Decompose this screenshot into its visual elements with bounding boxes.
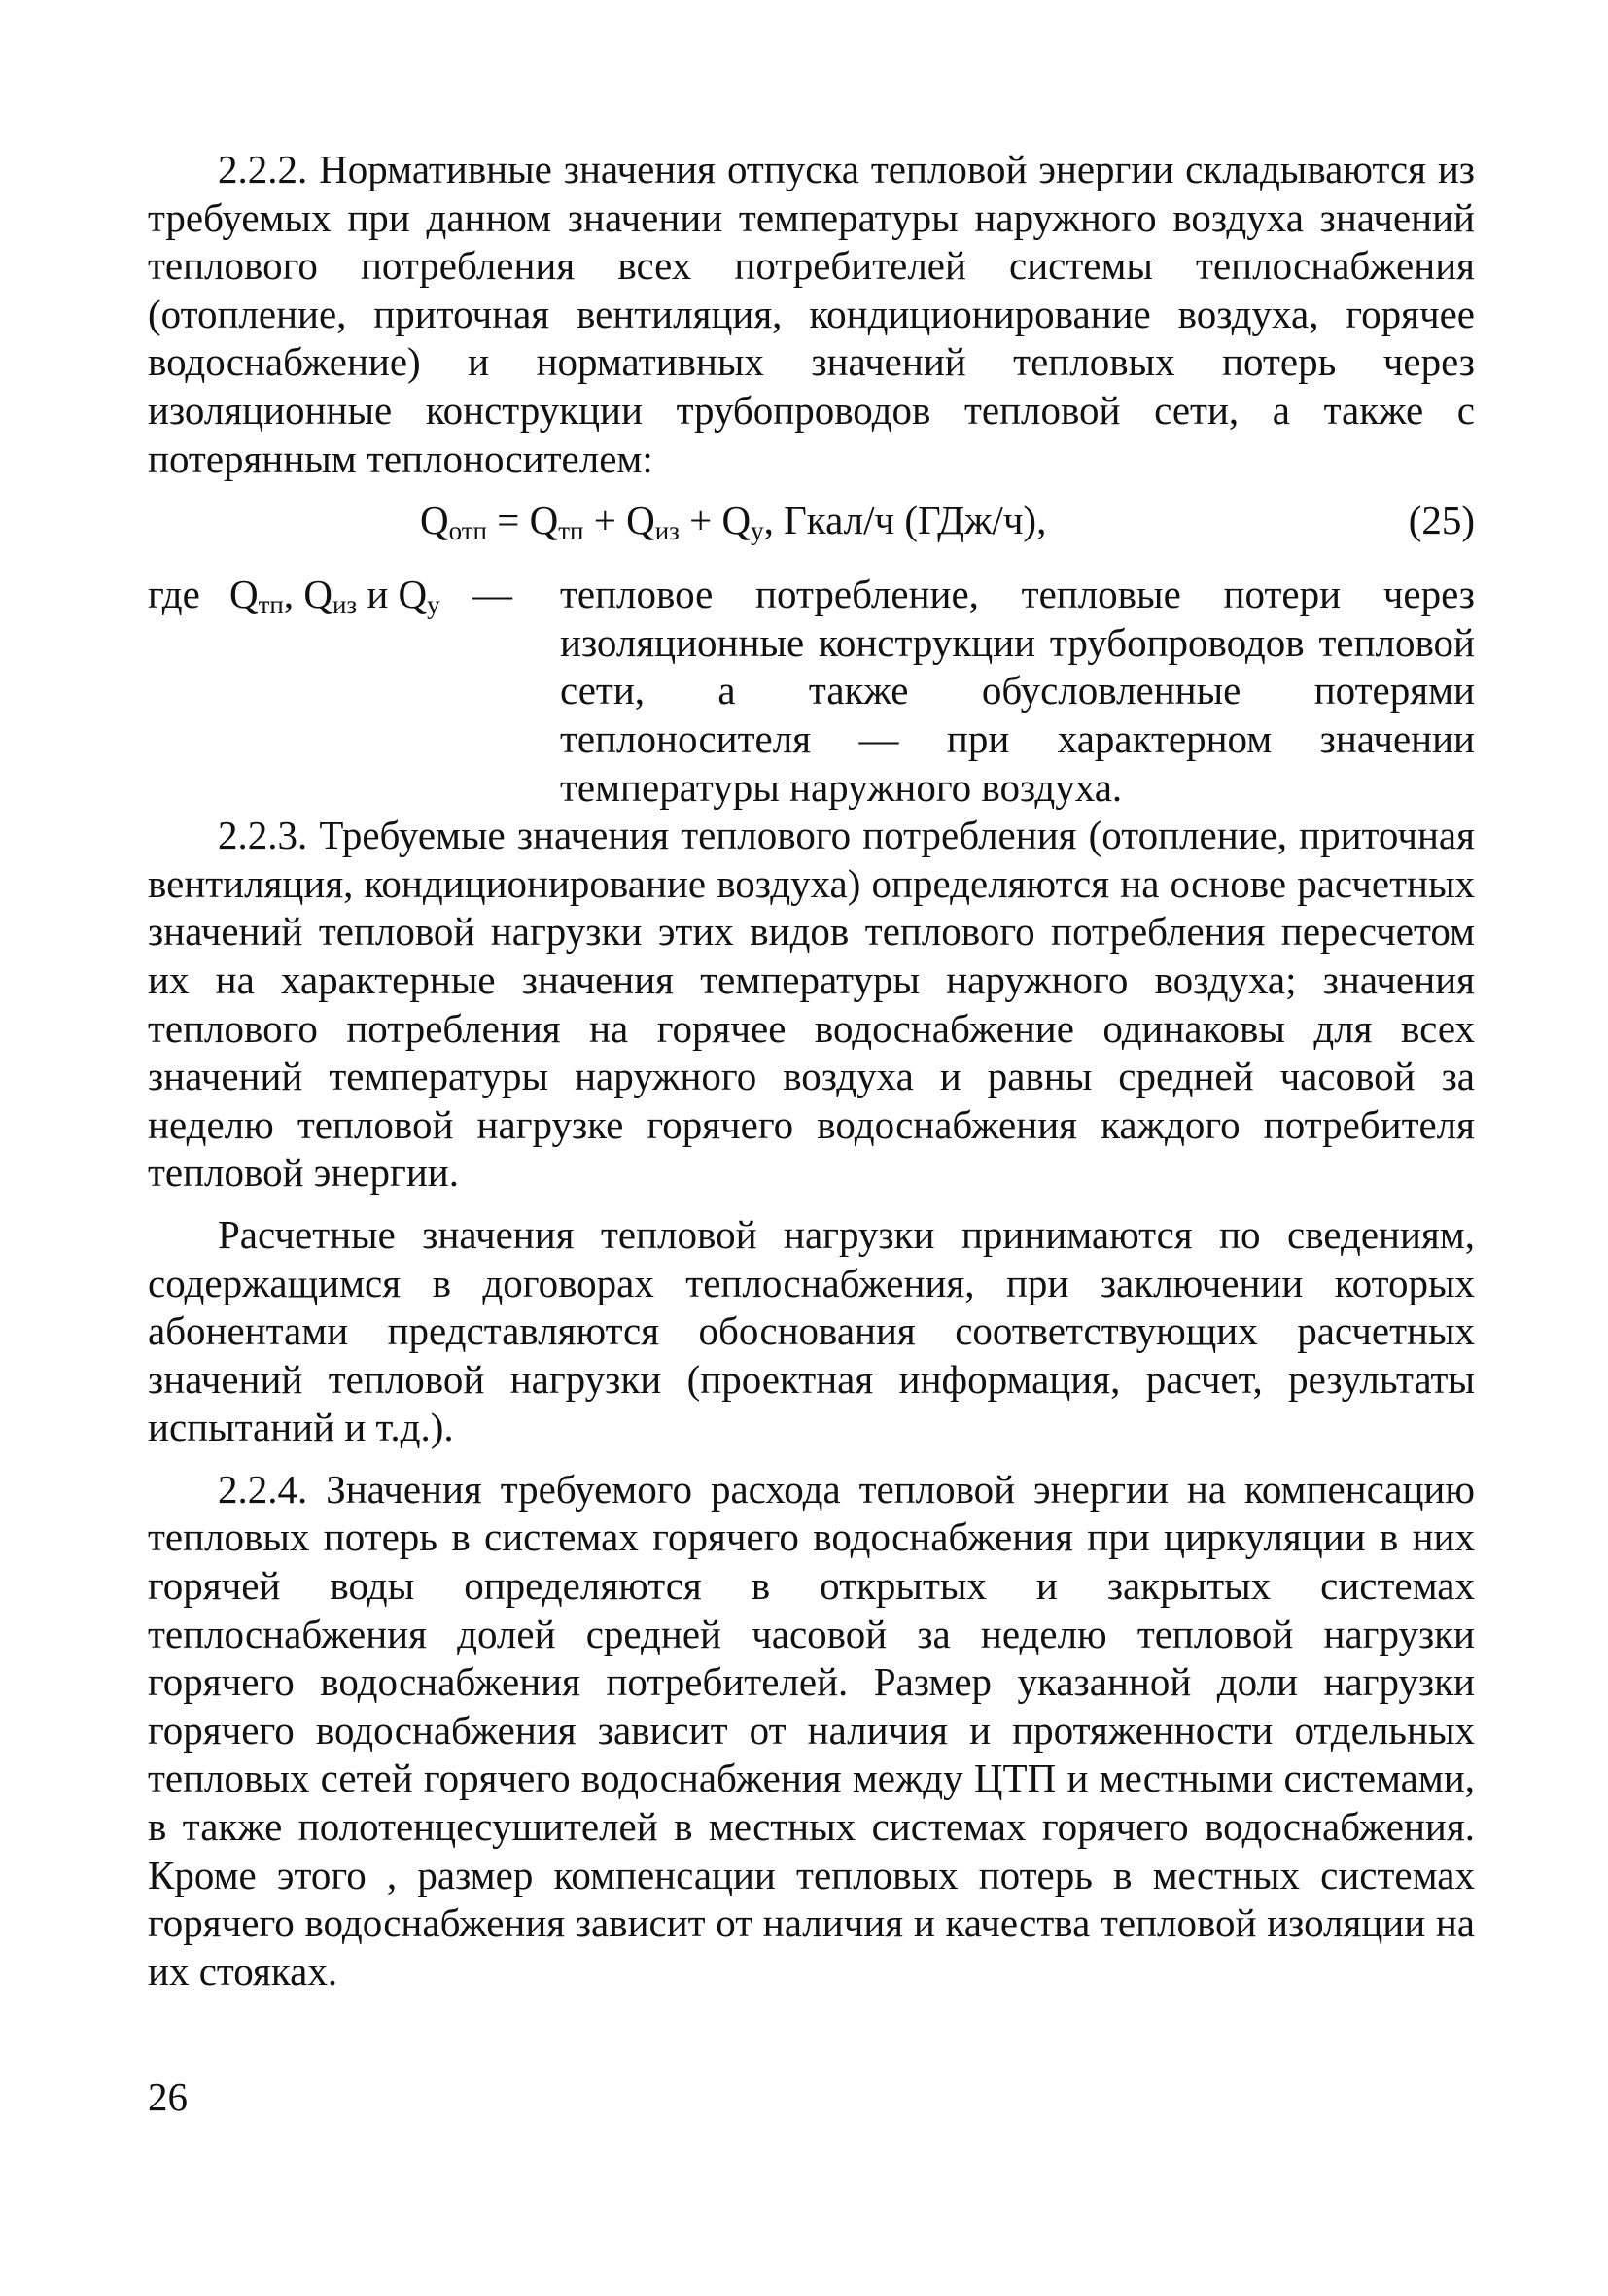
formula-symbol: Q — [229, 572, 259, 617]
formula-symbol: Q — [398, 572, 428, 617]
formula-symbol: Q — [303, 572, 332, 617]
formula-subscript: тп — [558, 516, 584, 546]
formula-symbol: Q — [626, 498, 655, 543]
formula-symbol: Q — [420, 498, 449, 543]
formula-subscript: у — [751, 516, 764, 546]
where-separator: , — [283, 572, 304, 617]
paragraph-2-2-2: 2.2.2. Нормативные значения отпуска тепловой энергии складываются из требуемых при данном значении температуры наружного воздуха значений теплового потребления всех потребителей системы теплоснабжения (отопление, приточная вентиляция, кондиционирование воздуха, горячее водоснабжение) и нормативных значений тепловых потерь через изоляционные конструкции трубопроводов тепловой сети, а также с потерянным теплоносителем: — [148, 147, 1475, 481]
formula-symbol: Q — [721, 498, 752, 543]
formula-subscript: отп — [448, 516, 488, 546]
paragraph-2-2-3: 2.2.3. Требуемые значения теплового потребления (отопление, приточная вентиляция, кондиционирование воздуха) определяются на основе расчетных значений тепловой нагрузки этих видов теплового потребления пересчетом их на характерные значения температуры наружного воздуха; значения теплового потребления на горячее водоснабжение одинаковы для всех значений температуры наружного воздуха и равны средней часовой за неделю тепловой нагрузке горячего водоснабжения каждого потребителя тепловой энергии. — [148, 813, 1475, 1196]
paragraph-2-2-4: 2.2.4. Значения требуемого расхода тепловой энергии на компенсацию тепловых потерь в системах горячего водоснабжения при циркуляции в них горячей воды определяются в открытых и закрытых системах теплоснабжения долей средней часовой за неделю тепловой нагрузки горячего водоснабжения потребителей. Размер указанной доли нагрузки горячего водоснабжения зависит от наличия и протяженности отдельных тепловых сетей горячего водоснабжения между ЦТП и местными системами, в также полотенцесушителей в местных системах горячего водоснабжения. Кроме этого , размер компенсации тепловых потерь в местных системах горячего водоснабжения зависит от наличия и качества тепловой изоляции на их стояках. — [148, 1466, 1475, 1994]
formula-subscript: у — [427, 590, 440, 620]
page-number: 26 — [148, 2074, 188, 2119]
where-dash: — — [472, 572, 512, 617]
where-definition: тепловое потребление, тепловые потери через изоляционные конструкции трубопроводов тепловой сети, а также обусловленные потерями теплоносителя — при характерном значении температуры наружного воздуха. — [560, 572, 1475, 810]
formula-25 — [148, 495, 1475, 557]
where-block — [148, 571, 1475, 812]
paragraph-calc-values: Расчетные значения тепловой нагрузки принимаются по сведениям, содержащимся в договорах теплоснабжения, при заключении которых абонентами представляются обоснования соответствующих расчетных значений тепловой нагрузки (проектная информация, расчет, результаты испытаний и т.д.). — [148, 1211, 1475, 1450]
formula-symbol: Q — [529, 498, 559, 543]
formula-subscript: из — [332, 590, 358, 620]
where-symbols — [229, 571, 440, 619]
document-page — [148, 146, 1475, 1996]
formula-number: (25) — [1408, 498, 1475, 543]
formula-units: , Гкал/ч (ГДж/ч), — [763, 498, 1047, 543]
formula-operator: = — [487, 498, 530, 543]
where-label: где — [148, 572, 200, 617]
formula-expression — [420, 497, 1046, 545]
formula-operator: + — [583, 498, 627, 543]
formula-subscript: из — [654, 516, 680, 546]
formula-operator: + — [679, 498, 722, 543]
formula-subscript: тп — [258, 590, 284, 620]
where-conjunction: и — [357, 572, 399, 617]
